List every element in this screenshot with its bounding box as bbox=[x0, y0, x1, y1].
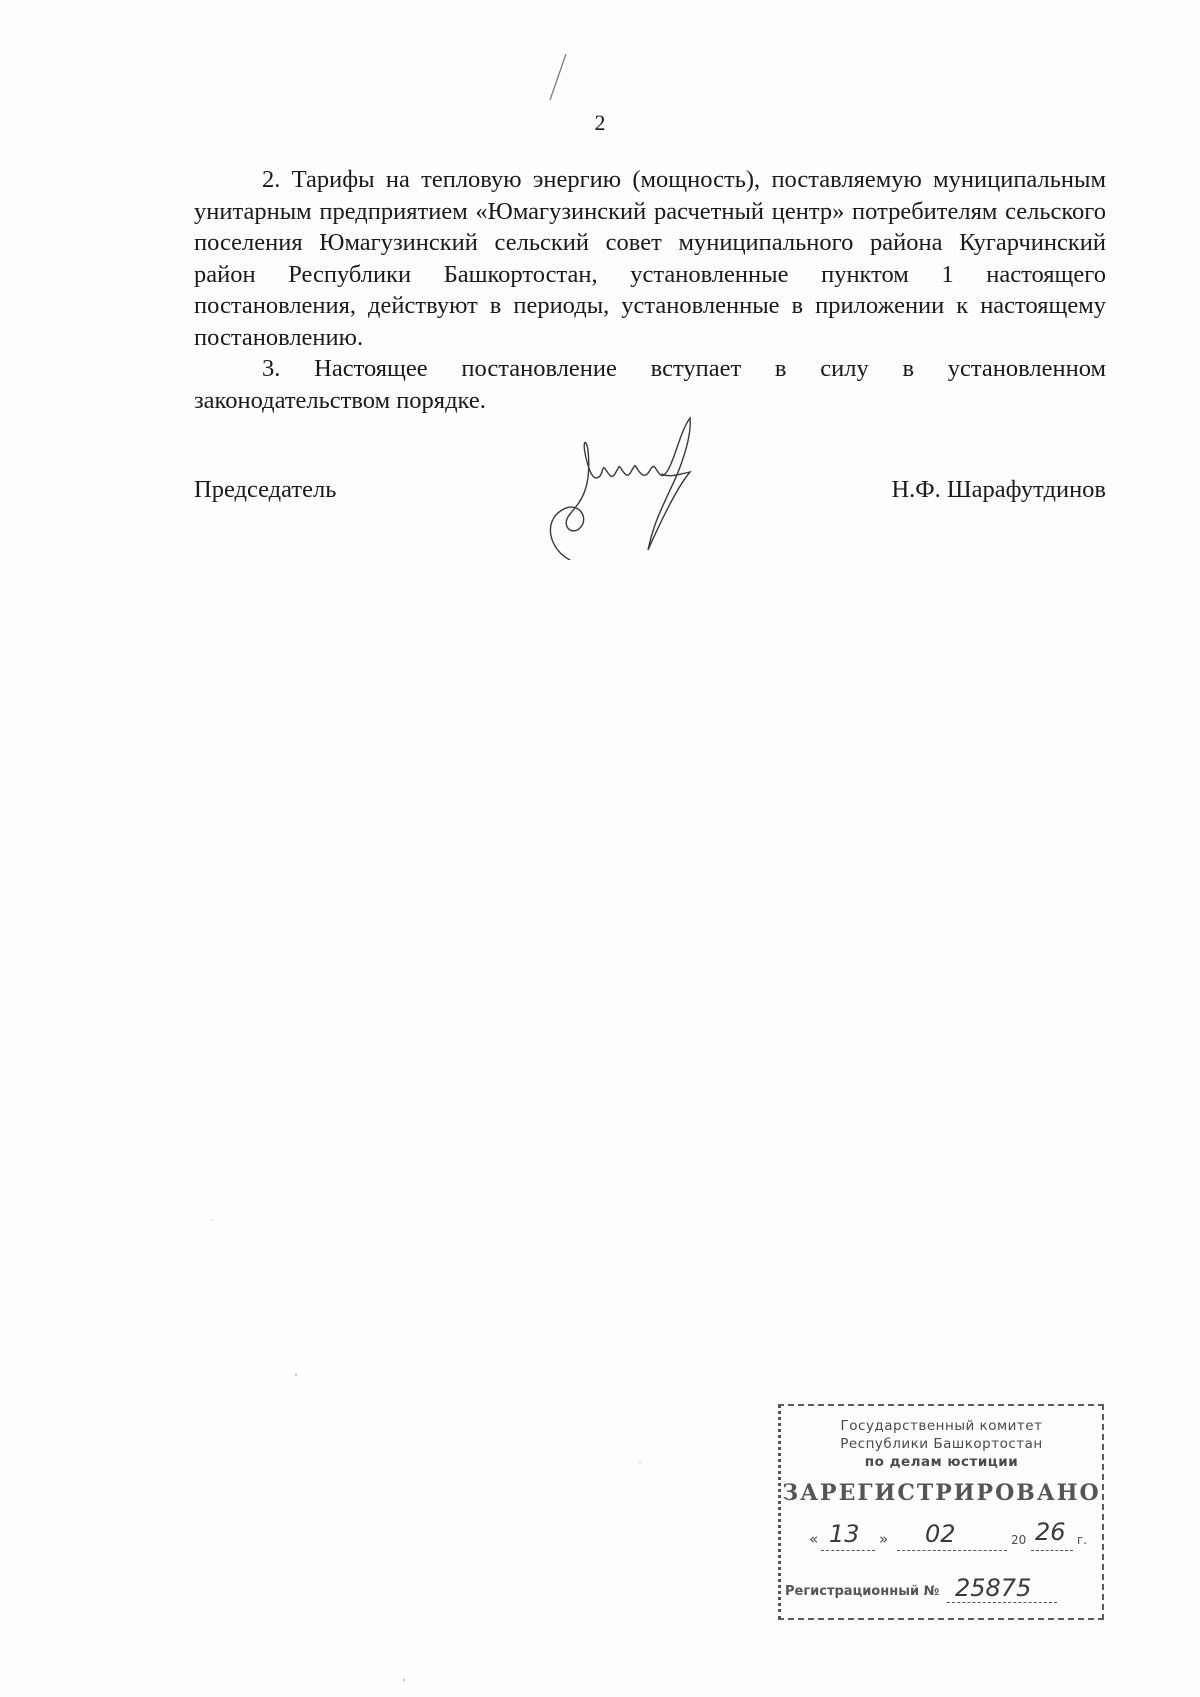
registration-stamp bbox=[778, 1404, 1104, 1620]
stamp-title: ЗАРЕГИСТРИРОВАНО bbox=[782, 1480, 1101, 1506]
paragraph-3: 3. Настоящее постановление вступает в силу в установленном законодательством порядке. bbox=[194, 355, 1106, 414]
stamp-org-line-1: Государственный комитет bbox=[840, 1418, 1043, 1434]
stray-pen-mark bbox=[546, 52, 568, 102]
signatory-role: Председатель bbox=[194, 476, 337, 503]
stamp-reg-label: Регистрационный № bbox=[785, 1584, 940, 1599]
document-body bbox=[194, 164, 1106, 416]
stamp-registration bbox=[785, 1576, 1095, 1606]
signatory-name: Н.Ф. Шарафутдинов bbox=[891, 476, 1106, 503]
stamp-month: 02 bbox=[925, 1520, 956, 1548]
stamp-year-suffix: 26 bbox=[1035, 1518, 1066, 1546]
stamp-quote-open: « bbox=[809, 1530, 819, 1548]
stamp-org-line-2: Республики Башкортостан bbox=[840, 1436, 1043, 1452]
stamp-day: 13 bbox=[829, 1520, 860, 1548]
stamp-reg-number: 25875 bbox=[955, 1574, 1032, 1602]
stamp-year-prefix: 20 bbox=[1011, 1533, 1027, 1547]
stamp-year-unit: г. bbox=[1077, 1533, 1088, 1547]
paragraph-2: 2. Тарифы на тепловую энергию (мощность), поставляемую муниципальным унитарным предприятием «Юмагузинский расчетный центр» потребителям сельского поселения Юмагузинский сельский совет муниципального района Кугарчинский район Республики Башкортостан, установленные пунктом 1 настоящего постановления, действуют в периоды, установленные в приложении к настоящему постановлению. bbox=[194, 166, 1106, 351]
page-number: 2 bbox=[594, 110, 606, 135]
stamp-org-line-3: по делам юстиции bbox=[864, 1454, 1019, 1470]
stamp-date bbox=[809, 1518, 1099, 1554]
handwritten-signature bbox=[530, 410, 730, 560]
stamp-quote-close: » bbox=[879, 1530, 889, 1548]
